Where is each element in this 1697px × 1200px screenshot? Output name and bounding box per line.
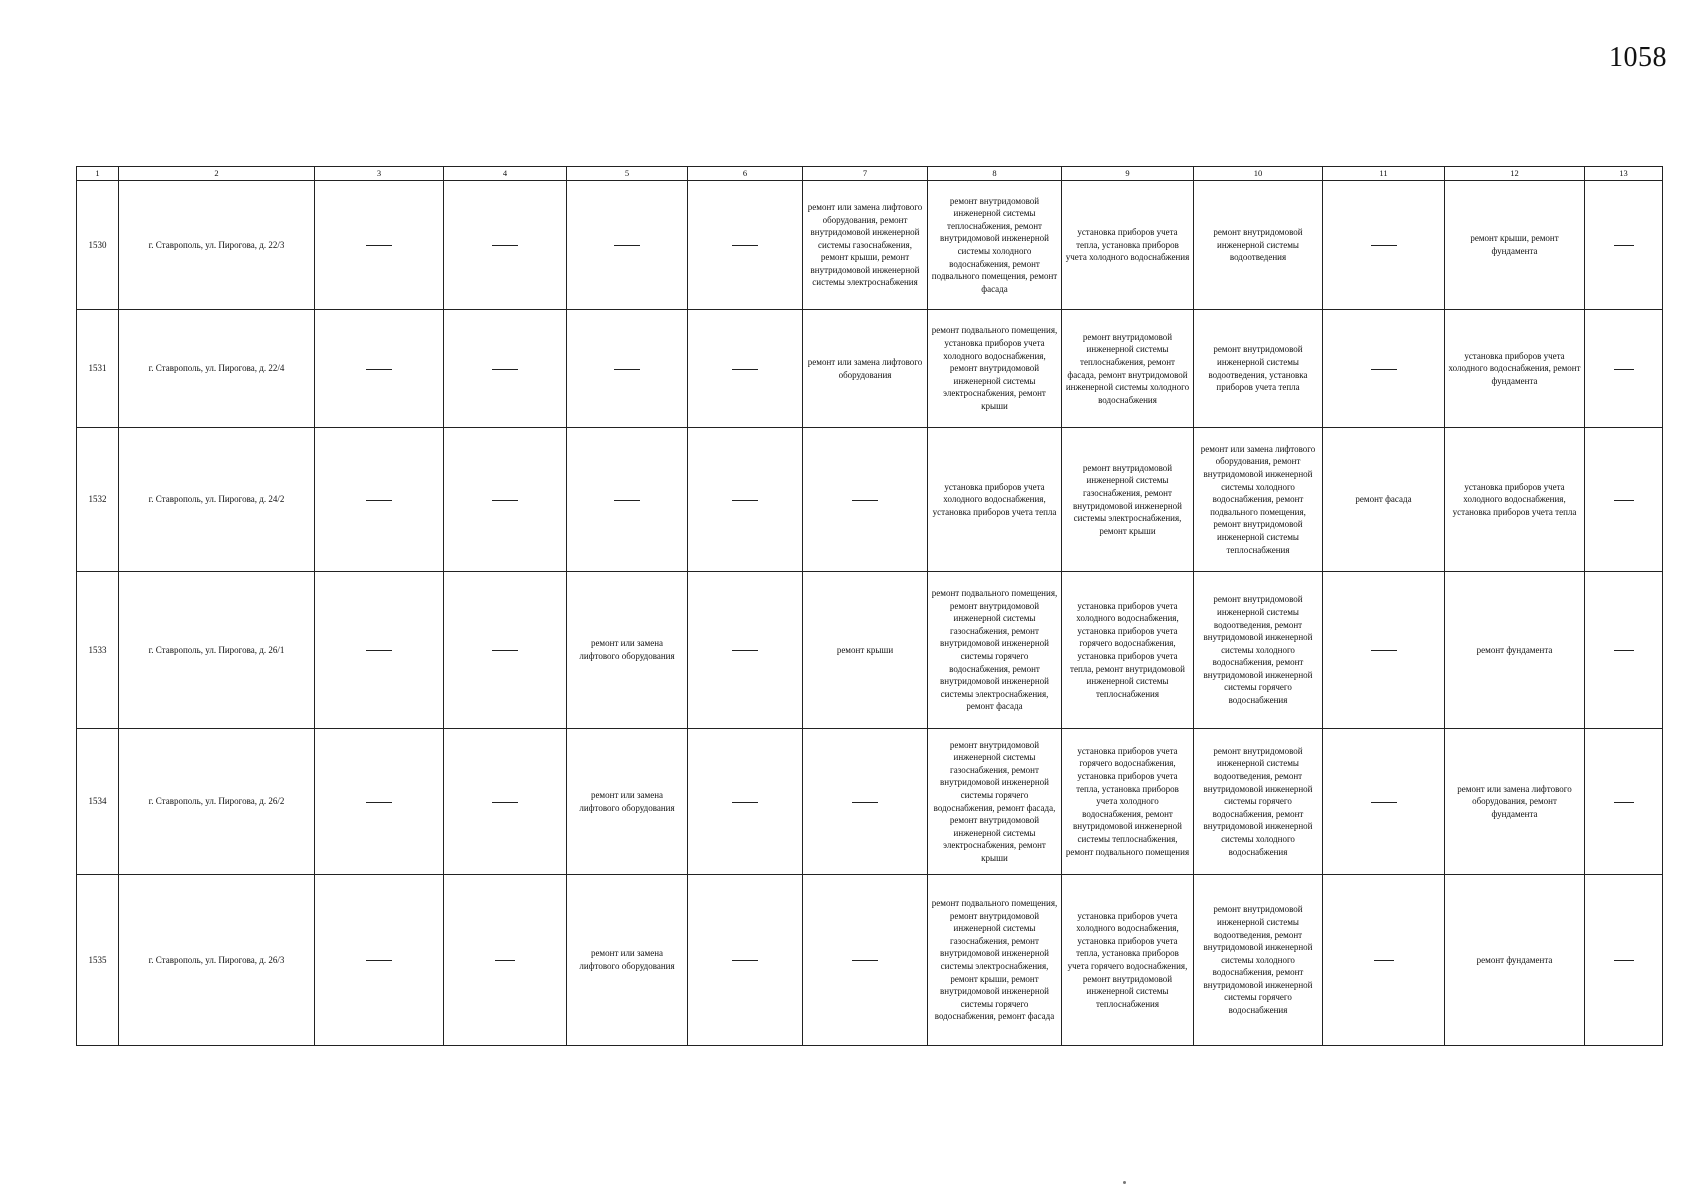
works-cell: ремонт фундамента bbox=[1445, 875, 1585, 1046]
works-cell: ремонт внутридомовой инженерной системы газоснабжения, ремонт внутридомовой инженерной системы горячего водоснабжения, ремонт фасада, ремонт внутридомовой инженерной системы электроснабжения, ремонт крыши bbox=[928, 729, 1062, 875]
empty-cell bbox=[1585, 729, 1663, 875]
works-cell: ремонт или замена лифтового оборудования bbox=[567, 572, 688, 729]
empty-cell bbox=[315, 181, 444, 310]
empty-cell bbox=[688, 181, 803, 310]
column-header: 5 bbox=[567, 167, 688, 181]
works-cell: установка приборов учета холодного водоснабжения, ремонт фундамента bbox=[1445, 310, 1585, 428]
works-cell: установка приборов учета горячего водоснабжения, установка приборов учета тепла, установка приборов учета холодного водоснабжения, ремонт внутридомовой инженерной системы теплоснабжения, ремонт подвального помещения bbox=[1062, 729, 1194, 875]
empty-cell bbox=[315, 875, 444, 1046]
empty-cell bbox=[1323, 310, 1445, 428]
dash-mark bbox=[492, 245, 518, 246]
dash-mark bbox=[852, 960, 878, 961]
works-cell: ремонт крыши, ремонт фундамента bbox=[1445, 181, 1585, 310]
works-cell: ремонт или замена лифтового оборудования bbox=[567, 729, 688, 875]
empty-cell bbox=[444, 428, 567, 572]
empty-cell bbox=[1323, 729, 1445, 875]
dash-mark bbox=[366, 650, 392, 651]
header-row bbox=[77, 167, 1663, 181]
dash-mark bbox=[366, 369, 392, 370]
empty-cell bbox=[444, 310, 567, 428]
works-cell: ремонт или замена лифтового оборудования, ремонт внутридомовой инженерной системы газоснабжения, ремонт крыши, ремонт внутридомовой инженерной системы электроснабжения bbox=[803, 181, 928, 310]
table-row bbox=[77, 875, 1663, 1046]
empty-cell bbox=[1323, 181, 1445, 310]
dash-mark bbox=[1614, 650, 1634, 651]
empty-cell bbox=[688, 428, 803, 572]
address-cell: г. Ставрополь, ул. Пирогова, д. 22/3 bbox=[119, 181, 315, 310]
works-cell: установка приборов учета тепла, установка приборов учета холодного водоснабжения bbox=[1062, 181, 1194, 310]
scan-speck bbox=[1123, 1181, 1126, 1184]
empty-cell bbox=[315, 428, 444, 572]
row-number: 1532 bbox=[77, 428, 119, 572]
dash-mark bbox=[1371, 369, 1397, 370]
works-cell: ремонт внутридомовой инженерной системы водоотведения bbox=[1194, 181, 1323, 310]
works-cell: установка приборов учета холодного водоснабжения, установка приборов учета тепла bbox=[928, 428, 1062, 572]
empty-cell bbox=[444, 875, 567, 1046]
empty-cell bbox=[1585, 875, 1663, 1046]
works-table-container bbox=[76, 166, 1662, 1046]
works-cell: ремонт внутридомовой инженерной системы газоснабжения, ремонт внутридомовой инженерной системы электроснабжения, ремонт крыши bbox=[1062, 428, 1194, 572]
empty-cell bbox=[444, 181, 567, 310]
dash-mark bbox=[732, 802, 758, 803]
works-cell: ремонт или замена лифтового оборудования bbox=[803, 310, 928, 428]
column-header: 3 bbox=[315, 167, 444, 181]
works-cell: ремонт внутридомовой инженерной системы водоотведения, ремонт внутридомовой инженерной системы горячего водоснабжения, ремонт внутридомовой инженерной системы холодного водоснабжения bbox=[1194, 729, 1323, 875]
works-table bbox=[76, 166, 1663, 1046]
empty-cell bbox=[688, 572, 803, 729]
address-cell: г. Ставрополь, ул. Пирогова, д. 22/4 bbox=[119, 310, 315, 428]
dash-mark bbox=[1374, 960, 1394, 961]
table-row bbox=[77, 729, 1663, 875]
dash-mark bbox=[492, 369, 518, 370]
works-cell: ремонт или замена лифтового оборудования, ремонт внутридомовой инженерной системы холодного водоснабжения, ремонт подвального помещения, ремонт внутридомовой инженерной системы теплоснабжения bbox=[1194, 428, 1323, 572]
empty-cell bbox=[1585, 310, 1663, 428]
dash-mark bbox=[492, 650, 518, 651]
dash-mark bbox=[614, 369, 640, 370]
dash-mark bbox=[614, 245, 640, 246]
empty-cell bbox=[567, 310, 688, 428]
empty-cell bbox=[315, 572, 444, 729]
address-cell: г. Ставрополь, ул. Пирогова, д. 26/2 bbox=[119, 729, 315, 875]
empty-cell bbox=[688, 729, 803, 875]
dash-mark bbox=[732, 245, 758, 246]
table-row bbox=[77, 181, 1663, 310]
row-number: 1531 bbox=[77, 310, 119, 428]
column-header: 10 bbox=[1194, 167, 1323, 181]
table-row bbox=[77, 310, 1663, 428]
row-number: 1534 bbox=[77, 729, 119, 875]
works-cell: ремонт или замена лифтового оборудования, ремонт фундамента bbox=[1445, 729, 1585, 875]
row-number: 1533 bbox=[77, 572, 119, 729]
works-cell: ремонт внутридомовой инженерной системы теплоснабжения, ремонт фасада, ремонт внутридомовой инженерной системы холодного водоснабжения bbox=[1062, 310, 1194, 428]
empty-cell bbox=[688, 875, 803, 1046]
dash-mark bbox=[732, 960, 758, 961]
works-cell: ремонт фундамента bbox=[1445, 572, 1585, 729]
empty-cell bbox=[803, 428, 928, 572]
column-header: 7 bbox=[803, 167, 928, 181]
column-header: 12 bbox=[1445, 167, 1585, 181]
works-cell: установка приборов учета холодного водоснабжения, установка приборов учета горячего водоснабжения, установка приборов учета тепла, ремонт внутридомовой инженерной системы теплоснабжения bbox=[1062, 572, 1194, 729]
column-header: 6 bbox=[688, 167, 803, 181]
works-cell: ремонт крыши bbox=[803, 572, 928, 729]
dash-mark bbox=[1614, 500, 1634, 501]
dash-mark bbox=[732, 500, 758, 501]
dash-mark bbox=[366, 960, 392, 961]
row-number: 1535 bbox=[77, 875, 119, 1046]
works-cell: установка приборов учета холодного водоснабжения, установка приборов учета тепла, установка приборов учета горячего водоснабжения, ремонт внутридомовой инженерной системы теплоснабжения bbox=[1062, 875, 1194, 1046]
dash-mark bbox=[1371, 802, 1397, 803]
column-header: 9 bbox=[1062, 167, 1194, 181]
dash-mark bbox=[366, 500, 392, 501]
dash-mark bbox=[366, 802, 392, 803]
empty-cell bbox=[1585, 572, 1663, 729]
empty-cell bbox=[444, 729, 567, 875]
empty-cell bbox=[567, 181, 688, 310]
address-cell: г. Ставрополь, ул. Пирогова, д. 26/3 bbox=[119, 875, 315, 1046]
empty-cell bbox=[1323, 875, 1445, 1046]
empty-cell bbox=[444, 572, 567, 729]
address-cell: г. Ставрополь, ул. Пирогова, д. 26/1 bbox=[119, 572, 315, 729]
dash-mark bbox=[614, 500, 640, 501]
dash-mark bbox=[1371, 650, 1397, 651]
dash-mark bbox=[366, 245, 392, 246]
column-header: 8 bbox=[928, 167, 1062, 181]
empty-cell bbox=[803, 729, 928, 875]
column-header: 13 bbox=[1585, 167, 1663, 181]
dash-mark bbox=[492, 500, 518, 501]
works-cell: ремонт подвального помещения, ремонт внутридомовой инженерной системы газоснабжения, ремонт внутридомовой инженерной системы электроснабжения, ремонт крыши, ремонт внутридомовой инженерной системы горячего водоснабжения, ремонт фасада bbox=[928, 875, 1062, 1046]
column-header: 11 bbox=[1323, 167, 1445, 181]
works-cell: ремонт внутридомовой инженерной системы водоотведения, ремонт внутридомовой инженерной системы холодного водоснабжения, ремонт внутридомовой инженерной системы горячего водоснабжения bbox=[1194, 572, 1323, 729]
dash-mark bbox=[1614, 369, 1634, 370]
empty-cell bbox=[567, 428, 688, 572]
dash-mark bbox=[1371, 245, 1397, 246]
empty-cell bbox=[1585, 181, 1663, 310]
column-header: 1 bbox=[77, 167, 119, 181]
empty-cell bbox=[315, 729, 444, 875]
empty-cell bbox=[1585, 428, 1663, 572]
works-cell: ремонт подвального помещения, установка приборов учета холодного водоснабжения, ремонт внутридомовой инженерной системы электроснабжения, ремонт крыши bbox=[928, 310, 1062, 428]
dash-mark bbox=[732, 650, 758, 651]
works-cell: ремонт внутридомовой инженерной системы теплоснабжения, ремонт внутридомовой инженерной системы холодного водоснабжения, ремонт подвального помещения, ремонт фасада bbox=[928, 181, 1062, 310]
column-header: 2 bbox=[119, 167, 315, 181]
works-cell: ремонт фасада bbox=[1323, 428, 1445, 572]
address-cell: г. Ставрополь, ул. Пирогова, д. 24/2 bbox=[119, 428, 315, 572]
table-row bbox=[77, 572, 1663, 729]
works-cell: ремонт внутридомовой инженерной системы водоотведения, установка приборов учета тепла bbox=[1194, 310, 1323, 428]
works-cell: ремонт подвального помещения, ремонт внутридомовой инженерной системы газоснабжения, ремонт внутридомовой инженерной системы горячего водоснабжения, ремонт внутридомовой инженерной системы электроснабжения, ремонт фасада bbox=[928, 572, 1062, 729]
works-cell: ремонт внутридомовой инженерной системы водоотведения, ремонт внутридомовой инженерной системы холодного водоснабжения, ремонт внутридомовой инженерной системы горячего водоснабжения bbox=[1194, 875, 1323, 1046]
dash-mark bbox=[852, 802, 878, 803]
empty-cell bbox=[688, 310, 803, 428]
dash-mark bbox=[732, 369, 758, 370]
works-cell: ремонт или замена лифтового оборудования bbox=[567, 875, 688, 1046]
page-number: 1058 bbox=[1609, 42, 1667, 73]
dash-mark bbox=[852, 500, 878, 501]
works-cell: установка приборов учета холодного водоснабжения, установка приборов учета тепла bbox=[1445, 428, 1585, 572]
dash-mark bbox=[1614, 960, 1634, 961]
dash-mark bbox=[495, 960, 515, 961]
column-header: 4 bbox=[444, 167, 567, 181]
dash-mark bbox=[492, 802, 518, 803]
empty-cell bbox=[1323, 572, 1445, 729]
row-number: 1530 bbox=[77, 181, 119, 310]
dash-mark bbox=[1614, 802, 1634, 803]
table-row bbox=[77, 428, 1663, 572]
dash-mark bbox=[1614, 245, 1634, 246]
empty-cell bbox=[803, 875, 928, 1046]
empty-cell bbox=[315, 310, 444, 428]
